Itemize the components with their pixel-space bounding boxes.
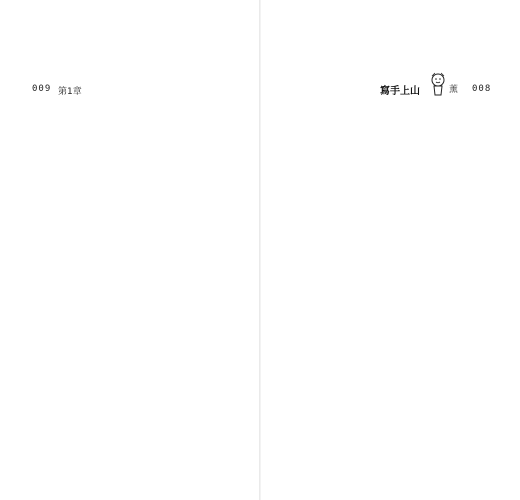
left-chapter-label: 第1章 — [58, 87, 82, 97]
gutter — [259, 0, 261, 500]
right-header-title: 寫手上山 — [380, 86, 420, 97]
left-page-number: 009 — [32, 84, 52, 94]
cartoon-character-icon — [428, 72, 448, 98]
left-body-text — [32, 118, 240, 390]
right-header-badge: 薰 — [449, 85, 459, 95]
right-page-number: 008 — [472, 84, 492, 94]
right-body-text — [282, 118, 482, 390]
